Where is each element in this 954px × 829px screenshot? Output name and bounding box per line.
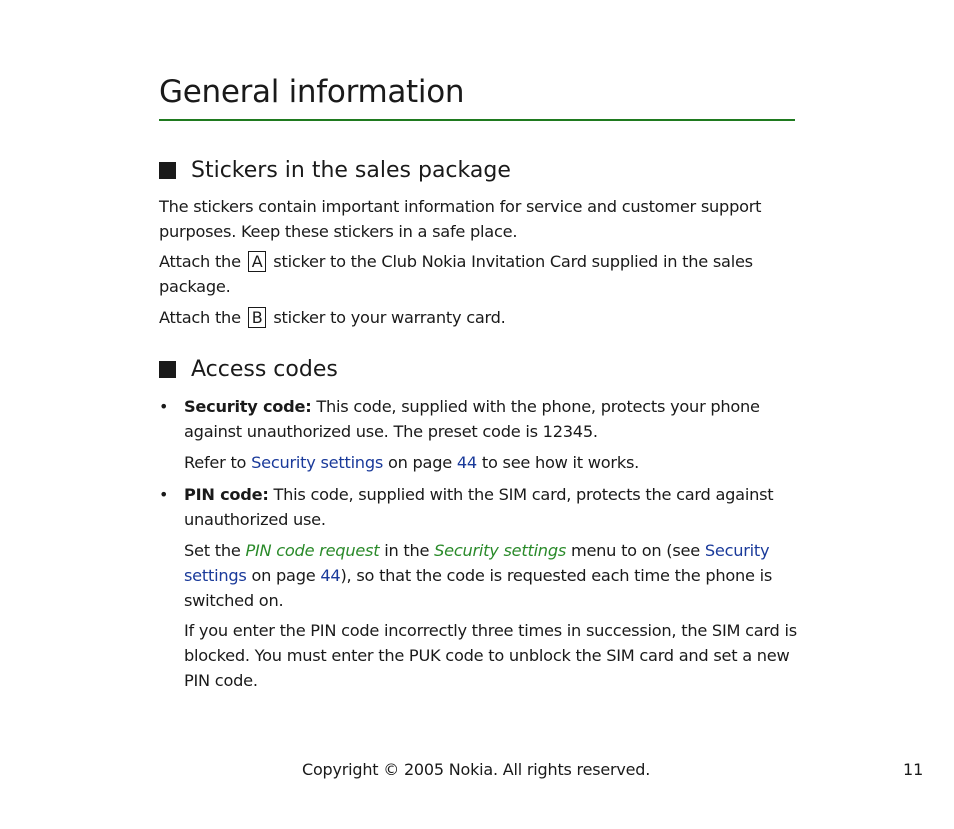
pin-code-label: PIN code: (184, 485, 269, 504)
page-title: General information (159, 74, 465, 110)
bullet-dot-icon: • (159, 485, 169, 504)
security-code-label: Security code: (184, 397, 312, 416)
refer-suffix: to see how it works. (481, 453, 640, 472)
page-44-link[interactable]: 44 (456, 453, 477, 472)
page-44-link[interactable]: 44 (320, 566, 341, 585)
attach-a-prefix: Attach the (159, 252, 241, 271)
stickers-heading (159, 158, 511, 183)
attach-a-paragraph (159, 249, 799, 299)
square-bullet-icon (159, 162, 176, 179)
stickers-heading-text: Stickers in the sales package (191, 158, 511, 183)
attach-a-suffix: sticker to the Club Nokia Invitation Card supplied in the sales package. (159, 252, 753, 296)
access-codes-heading (159, 357, 338, 382)
set-mid1: in the (384, 541, 430, 560)
square-bullet-icon (159, 361, 176, 378)
title-rule (159, 119, 795, 121)
attach-b-prefix: Attach the (159, 308, 241, 327)
attach-b-paragraph (159, 305, 799, 330)
set-prefix: Set the (184, 541, 241, 560)
pin-code-text: This code, supplied with the SIM card, protects the card against unauthorized use. (184, 485, 774, 529)
security-code-paragraph (184, 394, 799, 444)
set-suffix: ), so that the code is requested each time the phone is switched on. (184, 566, 773, 610)
pin-set-paragraph (184, 538, 799, 613)
sticker-b-box: B (248, 307, 267, 328)
pin-code-request-menu: PIN code request (245, 541, 380, 560)
access-codes-heading-text: Access codes (191, 357, 338, 382)
sticker-a-box: A (248, 251, 267, 272)
refer-mid: on page (387, 453, 452, 472)
security-settings-link[interactable]: Security settings (184, 541, 770, 585)
security-refer-paragraph (184, 450, 799, 475)
pin-blocked-paragraph: If you enter the PIN code incorrectly three times in succession, the SIM card is blocked. You must enter the PUK code to unblock the SIM card and set a new PIN code. (184, 621, 797, 690)
copyright-footer: Copyright © 2005 Nokia. All rights reserved. (302, 760, 651, 779)
attach-b-suffix: sticker to your warranty card. (273, 308, 506, 327)
bullet-dot-icon: • (159, 397, 169, 416)
set-mid3: on page (251, 566, 316, 585)
security-settings-menu: Security settings (434, 541, 567, 560)
pin-code-paragraph (184, 482, 799, 532)
refer-prefix: Refer to (184, 453, 247, 472)
security-settings-link[interactable]: Security settings (251, 453, 384, 472)
page-number: 11 (903, 760, 924, 779)
stickers-paragraph: The stickers contain important information for service and customer support purposes. Keep these stickers in a safe place. (159, 197, 762, 241)
set-mid2: menu to on (see (570, 541, 700, 560)
security-code-text: This code, supplied with the phone, protects your phone against unauthorized use. The preset code is 12345. (184, 397, 760, 441)
